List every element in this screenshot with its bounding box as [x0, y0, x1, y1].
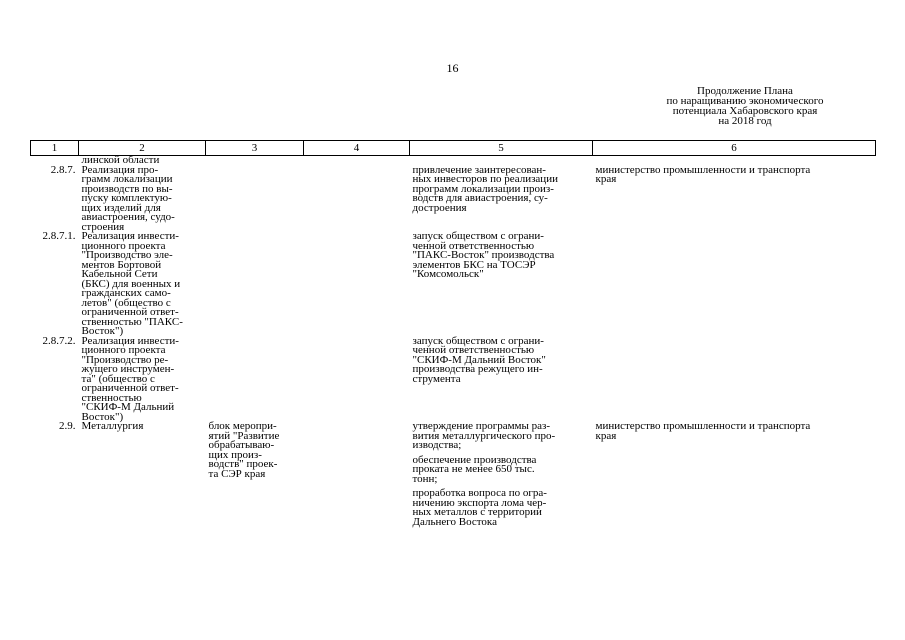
- table-row: [31, 422, 876, 532]
- result-paragraph: утверждение программы раз- вития металлургического про- изводства;: [412, 420, 556, 451]
- item-col4: [304, 422, 410, 532]
- item-number: 2.9.: [59, 420, 76, 432]
- column-header: 1: [31, 141, 79, 156]
- table-row: [31, 232, 876, 337]
- column-header: 6: [593, 141, 876, 156]
- result-paragraph: запуск обществом с ограни- ченной ответственностью "СКИФ-М Дальний Восток" производства режущего ин- струмента: [412, 334, 546, 385]
- item-program: [206, 166, 304, 233]
- result-paragraph: проработка вопроса по огра- ничению экспорта лома чер- ных металлов с территории Дальнего Востока: [412, 487, 547, 528]
- item-number: 2.8.7.: [50, 163, 76, 176]
- column-header: 2: [79, 141, 206, 156]
- item-name: Реализация про- грамм локализации производств по вы- пуску комплектую- щих изделий для авиастроения, судо- строения: [81, 163, 175, 233]
- item-result: [410, 334, 593, 423]
- cell-empty: [304, 156, 410, 166]
- result-paragraph: обеспечение производства проката не менее 650 тыс. тонн;: [412, 453, 537, 485]
- item-result: [410, 232, 593, 337]
- item-result: [410, 163, 593, 233]
- page-number: 16: [446, 61, 459, 75]
- table-row: [31, 337, 876, 423]
- column-header: 5: [410, 141, 593, 156]
- plan-table: [30, 140, 876, 532]
- table-row: [31, 166, 876, 233]
- item-program: блок меропри- ятий "Развитие обрабатываю- щих произ- водств" проек- та СЭР края: [208, 420, 280, 480]
- item-responsible: [593, 232, 876, 337]
- item-program: [206, 232, 304, 337]
- item-col4: [304, 232, 410, 337]
- item-number: 2.8.7.2.: [42, 334, 76, 347]
- continuation-line-3: потенциала Хабаровского края: [672, 105, 818, 117]
- column-header: 3: [206, 141, 304, 156]
- item-program: [206, 337, 304, 423]
- item-name: Реализация инвести- ционного проекта "Производство эле- ментов Бортовой Кабельной Сети (БКС) для военных и гражданских само- летов" (общество с ограниченной ответ- ственностью "ПАКС- Восток"): [81, 230, 183, 337]
- item-name: Реализация инвести- ционного проекта "Производство ре- жущего инструмен- та" (общество с ограниченной ответ- ственностью "СКИФ-М Дальний Восток"): [81, 334, 179, 423]
- item-responsible: [593, 337, 876, 423]
- cell-empty: [206, 156, 304, 166]
- continuation-line-1: Продолжение Плана: [697, 85, 793, 97]
- continuation-line-4: на 2018 год: [718, 115, 772, 127]
- continued-text: линской области: [81, 154, 160, 166]
- item-col4: [304, 337, 410, 423]
- item-name: Металлургия: [81, 420, 144, 432]
- continuation-heading: [625, 86, 865, 126]
- item-col4: [304, 166, 410, 233]
- result-paragraph: привлечение заинтересован- ных инвесторов по реализации программ локализации произ- водств для авиастроения, су- достроения: [412, 163, 558, 214]
- item-responsible: министерство промышленности и транспорта края: [595, 420, 811, 442]
- item-number: 2.8.7.1.: [42, 230, 76, 242]
- result-paragraph: запуск обществом с ограни- ченной ответственностью "ПАКС-Восток" производства элементов БКС на ТОСЭР "Комсомольск": [412, 230, 555, 280]
- continuation-line-2: по наращиванию экономического: [666, 95, 824, 107]
- column-header: 4: [304, 141, 410, 156]
- item-responsible: министерство промышленности и транспорта края: [595, 163, 811, 185]
- item-result: [410, 422, 593, 532]
